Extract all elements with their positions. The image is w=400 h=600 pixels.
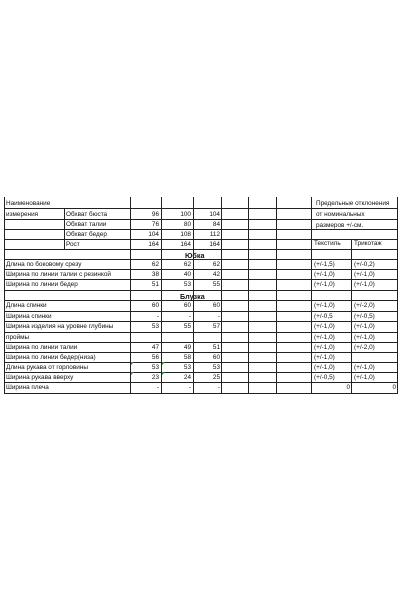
- blouse-row-textile: (+/-1,0): [314, 354, 335, 361]
- blouse-row-knit: (+/-2,0): [354, 302, 375, 309]
- grid-line: [4, 300, 398, 301]
- grid-line: [64, 208, 65, 249]
- blouse-row-knit: (+/-1,0): [354, 323, 375, 330]
- blouse-row-value: 57: [212, 323, 220, 330]
- blouse-row-value: 53: [151, 364, 159, 371]
- cell-comment-marker: [131, 372, 134, 375]
- grid-line: [351, 239, 352, 393]
- blouse-row-label: Длина спинки: [6, 302, 47, 309]
- body-row-value: 84: [212, 221, 220, 228]
- grid-line: [193, 197, 194, 393]
- body-row-label: Рост: [66, 241, 80, 248]
- skirt-row-label: Ширина по линии бедер: [6, 281, 78, 288]
- skirt-row-value: 38: [151, 271, 159, 278]
- grid-line: [248, 197, 249, 393]
- blouse-row-value: 53: [212, 364, 220, 371]
- blouse-row-textile: (+/-1,0): [314, 344, 335, 351]
- blouse-row-value: 25: [212, 374, 220, 381]
- header-tolerance-line1: Предельные отклонения: [316, 200, 390, 207]
- skirt-row-knit: (+/-1,0): [354, 281, 375, 288]
- body-row-value: 76: [151, 221, 159, 228]
- blouse-row-label: Длина рукава от горловины: [6, 364, 88, 371]
- blouse-row-label: Ширина по линии талии: [6, 344, 78, 351]
- grid-line: [311, 197, 312, 393]
- blouse-row-knit: (+/-1,0): [354, 374, 375, 381]
- body-row-value: 80: [183, 221, 191, 228]
- grid-line: [4, 393, 398, 394]
- blouse-row-textile: (+/-0,5: [314, 313, 333, 320]
- grid-line: [221, 197, 222, 393]
- grid-line: [4, 290, 398, 291]
- blouse-row-value: 60: [212, 302, 220, 309]
- grid-line: [4, 311, 398, 312]
- skirt-row-value: 42: [212, 271, 220, 278]
- header-name-line1: Наименование: [6, 200, 51, 207]
- body-row-label: Обхват бедер: [66, 231, 107, 238]
- blouse-row-value: 47: [151, 344, 159, 351]
- blouse-row-value: 53: [151, 323, 159, 330]
- blouse-section-title: Блузка: [180, 292, 205, 301]
- skirt-row-textile: (+/-1,0): [314, 271, 335, 278]
- blouse-row-label: Ширина плеча: [6, 384, 49, 391]
- body-row-value: 96: [151, 211, 159, 218]
- skirt-row-knit: (+/-0,2): [354, 261, 375, 268]
- grid-line: [4, 382, 398, 383]
- body-row-label: Обхват талии: [66, 221, 107, 228]
- header-tolerance-line3: размеров +/-см.: [316, 222, 364, 229]
- header-name-line2: измерения: [6, 211, 39, 218]
- blouse-row-value: 24: [183, 374, 191, 381]
- grid-line: [4, 259, 398, 260]
- header-knit: Трикотаж: [354, 240, 382, 247]
- grid-line: [4, 372, 398, 373]
- cell-comment-marker: [162, 372, 165, 375]
- grid-line: [4, 249, 398, 250]
- blouse-row-value: 60: [151, 302, 159, 309]
- body-row-value: 104: [209, 211, 220, 218]
- body-row-value: 104: [148, 231, 159, 238]
- body-row-value: 164: [180, 241, 191, 248]
- blouse-row-textile: (+/-0,5): [314, 374, 335, 381]
- blouse-row-knit: (+/-0,5): [354, 313, 375, 320]
- body-row-value: 164: [148, 241, 159, 248]
- skirt-row-value: 62: [151, 261, 159, 268]
- blouse-row-value: 51: [212, 344, 220, 351]
- grid-line: [4, 362, 398, 363]
- body-row-value: 112: [209, 231, 220, 238]
- body-row-value: 100: [180, 211, 191, 218]
- grid-line: [4, 321, 398, 322]
- blouse-row-value: 55: [183, 323, 191, 330]
- cell-comment-marker: [162, 362, 165, 365]
- grid-line: [4, 342, 398, 343]
- blouse-row-value: 56: [151, 354, 159, 361]
- blouse-row-textile: (+/-1,0): [314, 302, 335, 309]
- blouse-row-label: Ширина изделия на уровне глубины: [6, 323, 114, 330]
- blouse-row-value: 23: [151, 374, 159, 381]
- blouse-row-value: 58: [183, 354, 191, 361]
- body-row-value: 164: [209, 241, 220, 248]
- grid-line: [397, 197, 398, 393]
- skirt-row-value: 55: [212, 281, 220, 288]
- blouse-row-knit: (+/-1,0): [354, 334, 375, 341]
- blouse-row-textile: 0: [346, 384, 350, 391]
- blouse-row-value: 60: [183, 302, 191, 309]
- blouse-row-textile: (+/-1,0): [314, 364, 335, 371]
- grid-line: [4, 332, 398, 333]
- header-tolerance-line2: от номинальных: [316, 211, 365, 218]
- blouse-row-textile: (+/-1,0): [314, 334, 335, 341]
- blouse-row-label: Ширина рукава вверху: [6, 374, 74, 381]
- blouse-row-value: -: [188, 313, 191, 320]
- skirt-row-textile: (+/-1,0): [314, 281, 335, 288]
- blouse-row-value: -: [217, 384, 220, 391]
- grid-line: [4, 197, 5, 393]
- skirt-row-value: 62: [212, 261, 220, 268]
- skirt-section-title: Юбка: [185, 251, 205, 260]
- grid-line: [276, 197, 277, 393]
- grid-line: [4, 269, 398, 270]
- grid-line: [4, 352, 398, 353]
- blouse-row-value: -: [156, 313, 159, 320]
- blouse-row-value: -: [217, 313, 220, 320]
- body-row-label: Обхват бюста: [66, 211, 108, 218]
- header-textile: Текстиль: [314, 240, 341, 247]
- blouse-row-value: -: [156, 384, 159, 391]
- skirt-row-knit: (+/-1,0): [354, 271, 375, 278]
- skirt-row-value: 53: [183, 281, 191, 288]
- cell-comment-marker: [131, 362, 134, 365]
- skirt-row-label: Ширина по линии талии с резинкой: [6, 271, 111, 278]
- blouse-row-label: Ширина по линии бедер(низа): [6, 354, 96, 361]
- blouse-row-knit: (+/-1,0): [354, 364, 375, 371]
- blouse-row-value: 60: [212, 354, 220, 361]
- skirt-row-value: 40: [183, 271, 191, 278]
- skirt-row-textile: (+/-1,5): [314, 261, 335, 268]
- blouse-row-value: 49: [183, 344, 191, 351]
- skirt-row-value: 62: [183, 261, 191, 268]
- grid-line: [4, 279, 398, 280]
- blouse-row-value: -: [188, 384, 191, 391]
- blouse-row-label: Ширина спинки: [6, 313, 52, 320]
- blouse-row-knit: 0: [392, 384, 396, 391]
- blouse-row-value: 53: [183, 364, 191, 371]
- blouse-row-label: проймы: [6, 334, 30, 341]
- skirt-row-value: 51: [151, 281, 159, 288]
- blouse-row-textile: (+/-1,0): [314, 323, 335, 330]
- blouse-row-knit: (+/-2,0): [354, 344, 375, 351]
- body-row-value: 108: [180, 231, 191, 238]
- skirt-row-label: Длина по боковому срезу: [6, 261, 82, 268]
